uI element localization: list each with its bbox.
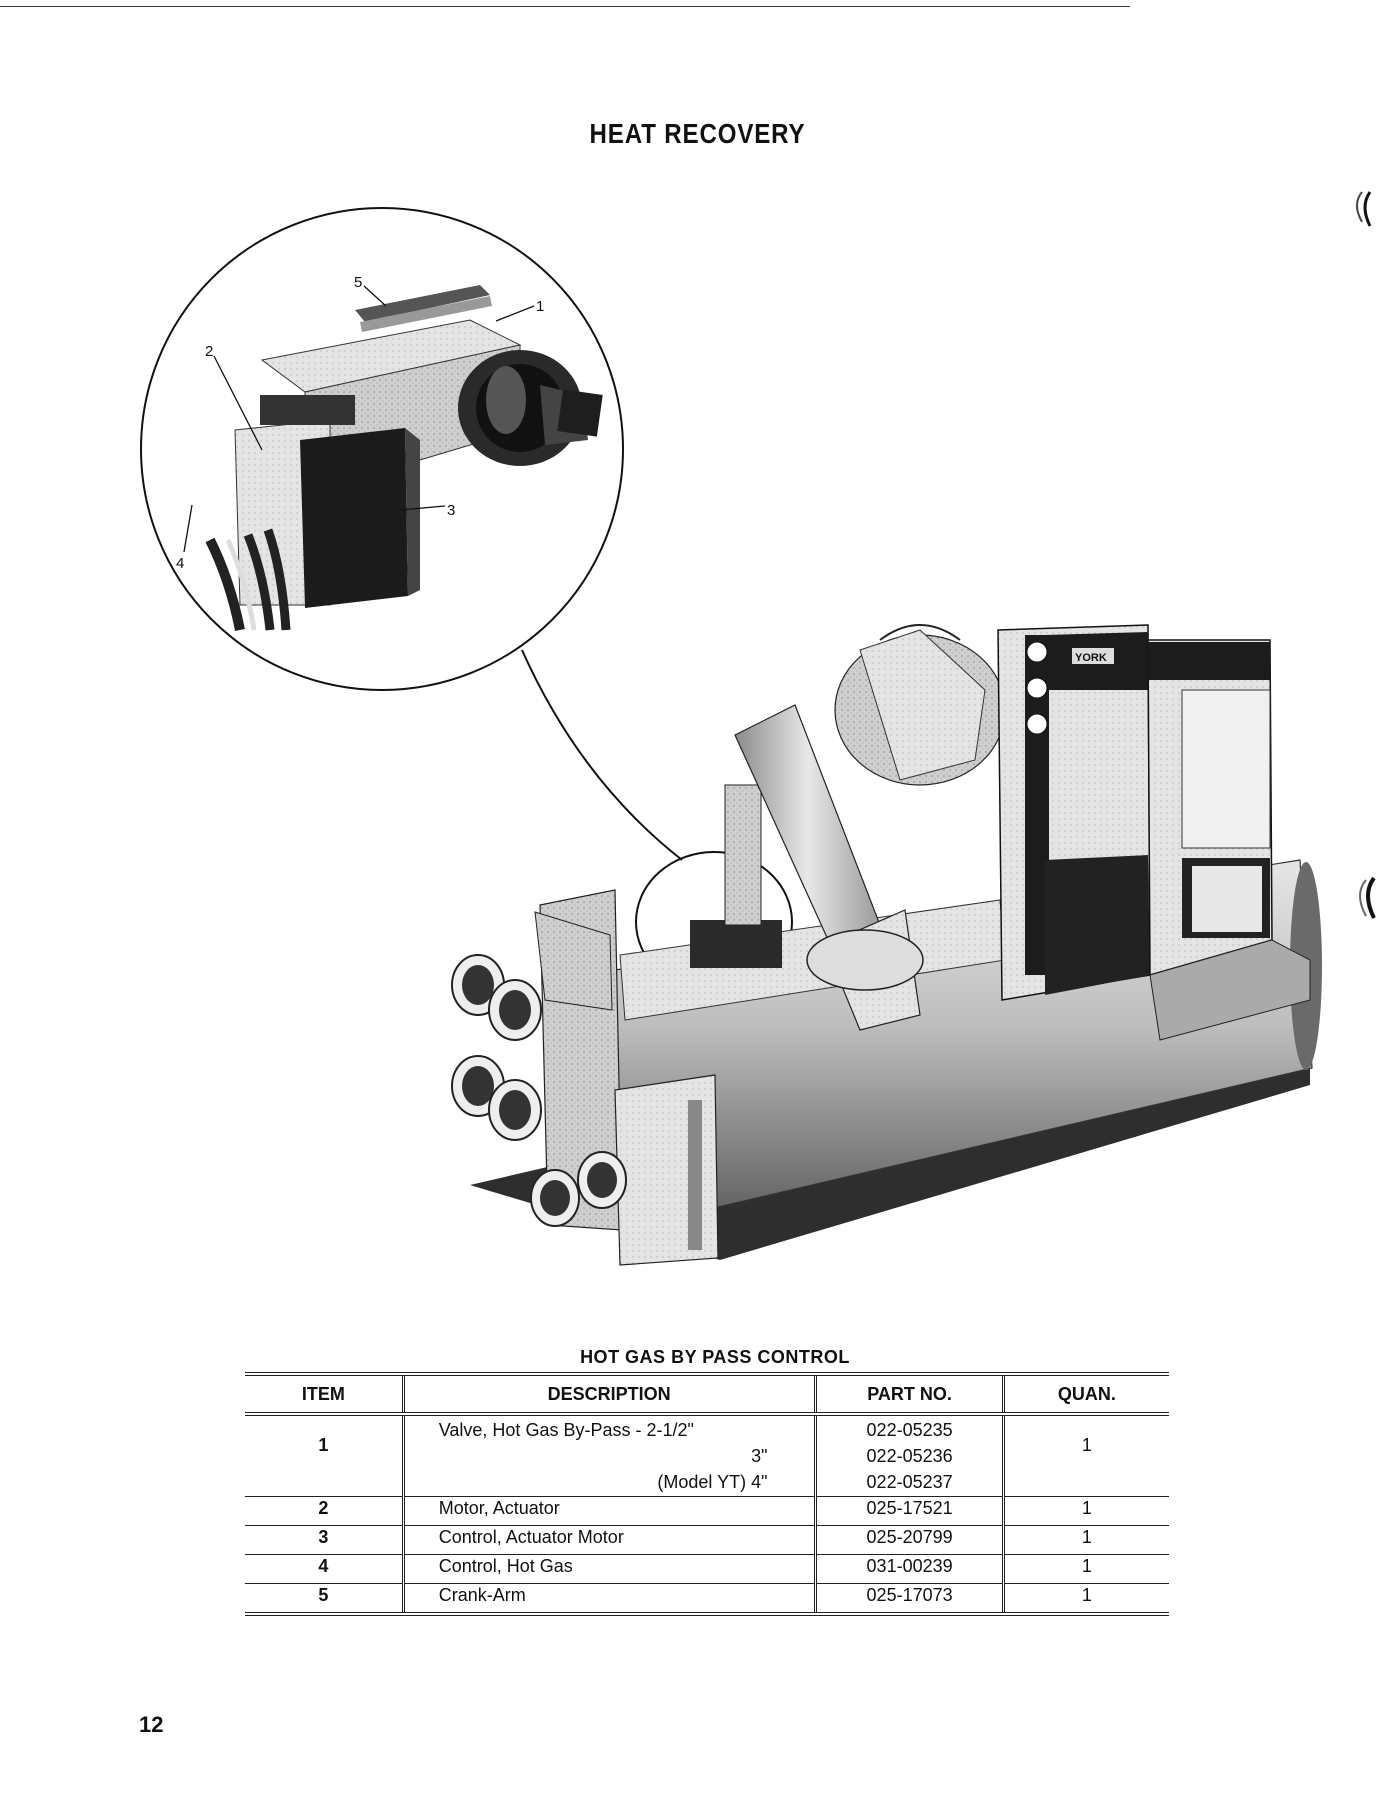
header-description: DESCRIPTION xyxy=(403,1374,816,1414)
row-1-item: 1 xyxy=(245,1414,403,1497)
detail-magnifier xyxy=(141,208,792,992)
row-5-quan: 1 xyxy=(1003,1584,1169,1615)
row-1-part-no-line-1: 022-05235 xyxy=(866,1420,953,1440)
row-4-part-no: 031-00239 xyxy=(816,1555,1003,1584)
page-title: HEAT RECOVERY xyxy=(589,118,806,149)
row-2-item: 2 xyxy=(245,1497,403,1526)
callout-3: 3 xyxy=(447,502,456,519)
magnifier-leader-line xyxy=(522,650,682,860)
table-row xyxy=(245,1584,1169,1615)
parts-table xyxy=(245,1372,1169,1616)
row-3-description: Control, Actuator Motor xyxy=(403,1526,816,1555)
chiller-unit xyxy=(452,625,1322,1265)
row-1-description xyxy=(403,1414,816,1497)
york-badge: YORK xyxy=(1075,652,1107,664)
row-1-part-no xyxy=(816,1414,1003,1497)
row-4-quan: 1 xyxy=(1003,1555,1169,1584)
row-5-description: Crank-Arm xyxy=(403,1584,816,1615)
row-1-description-line-3: (Model YT) 4" xyxy=(657,1472,768,1492)
row-2-description: Motor, Actuator xyxy=(403,1497,816,1526)
row-1-quan: 1 xyxy=(1003,1414,1169,1497)
row-1-description-line-1: Valve, Hot Gas By-Pass - 2-1/2" xyxy=(438,1420,694,1440)
row-3-quan: 1 xyxy=(1003,1526,1169,1555)
row-5-item: 5 xyxy=(245,1584,403,1615)
callout-2: 2 xyxy=(205,343,214,360)
table-header-row xyxy=(245,1374,1169,1414)
table-row xyxy=(245,1526,1169,1555)
binding-marks xyxy=(1357,192,1374,1330)
header-part-no: PART NO. xyxy=(816,1374,1003,1414)
callout-4: 4 xyxy=(176,555,185,572)
row-1-part-no-line-2: 022-05236 xyxy=(866,1446,953,1466)
row-3-part-no: 025-20799 xyxy=(816,1526,1003,1555)
row-5-part-no: 025-17073 xyxy=(816,1584,1003,1615)
table-row xyxy=(245,1414,1169,1497)
row-4-item: 4 xyxy=(245,1555,403,1584)
table-row xyxy=(245,1497,1169,1526)
row-1-description-line-2: 3" xyxy=(751,1446,768,1466)
row-1-part-no-line-3: 022-05237 xyxy=(866,1472,953,1492)
table-row xyxy=(245,1555,1169,1584)
table-title: HOT GAS BY PASS CONTROL xyxy=(580,1347,850,1367)
row-3-item: 3 xyxy=(245,1526,403,1555)
page-number: 12 xyxy=(139,1712,164,1737)
header-quan: QUAN. xyxy=(1003,1374,1169,1414)
row-2-part-no: 025-17521 xyxy=(816,1497,1003,1526)
callout-5: 5 xyxy=(354,274,363,291)
callout-1: 1 xyxy=(536,298,545,315)
row-2-quan: 1 xyxy=(1003,1497,1169,1526)
row-4-description: Control, Hot Gas xyxy=(403,1555,816,1584)
header-item: ITEM xyxy=(245,1374,403,1414)
